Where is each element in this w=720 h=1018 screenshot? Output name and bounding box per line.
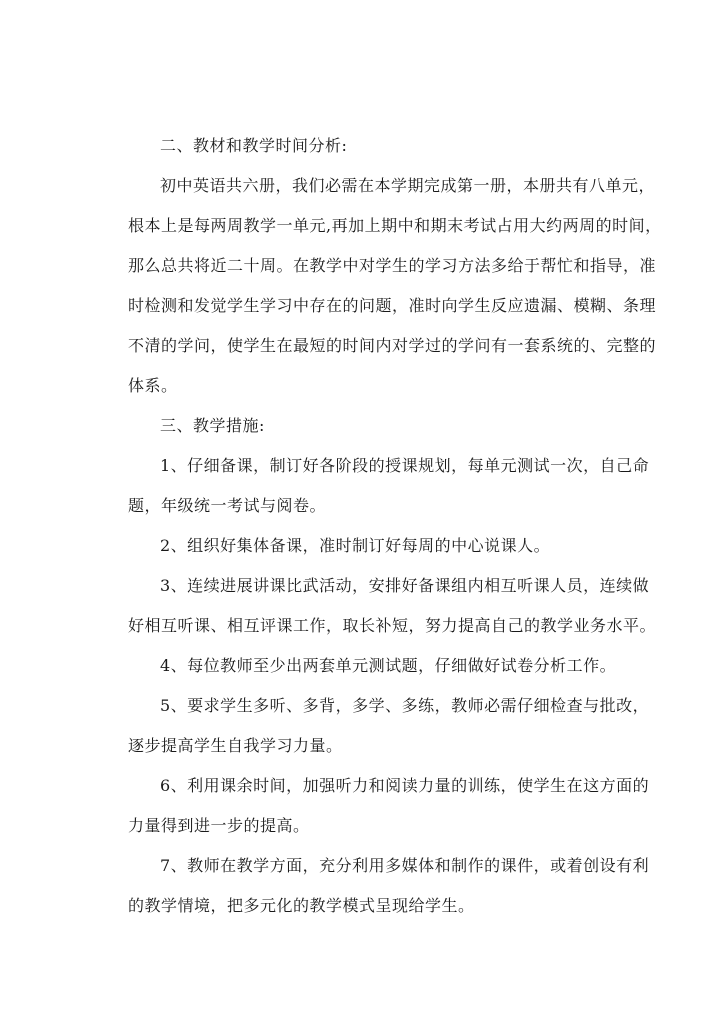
paragraph-line: 那么总共将近二十周。在教学中对学生的学习方法多给于帮忙和指导，准: [128, 256, 657, 275]
list-item: [128, 766, 650, 846]
paragraph-line: 1、仔细备课，制订好各阶段的授课规划，每单元测试一次，自己命: [160, 456, 650, 475]
paragraph-line: 不清的学问，使学生在最短的时间内对学过的学问有一套系统的、完整的: [128, 336, 657, 355]
paragraph-line: 体系。: [128, 376, 178, 395]
section-heading-materials: 二、教材和教学时间分析:: [160, 136, 348, 155]
list-item: [128, 846, 650, 926]
paragraph-materials: [128, 166, 662, 406]
paragraph-line: 题，年级统一考试与阅卷。: [128, 496, 327, 515]
paragraph-line: 好相互听课、相互评课工作，取长补短，努力提高自己的教学业务水平。: [128, 616, 657, 635]
paragraph-line: 初中英语共六册，我们必需在本学期完成第一册，本册共有八单元，: [160, 176, 656, 195]
list-item: [128, 686, 650, 766]
paragraph-line: 的教学情境，把多元化的教学模式呈现给学生。: [128, 896, 475, 915]
list-item: [128, 526, 604, 566]
paragraph-line: 4、每位教师至少出两套单元测试题，仔细做好试卷分析工作。: [160, 656, 617, 675]
section-heading-measures: 三、教学措施:: [160, 416, 265, 435]
paragraph-line: 3、连续进展讲课比武活动，安排好备课组内相互听课人员，连续做: [160, 576, 650, 595]
list-item: [128, 646, 617, 686]
paragraph-line: 7、教师在教学方面，充分利用多媒体和制作的课件，或着创设有利: [160, 856, 650, 875]
list-item: [128, 566, 657, 646]
list-item: [128, 446, 650, 526]
document-body: [128, 126, 662, 926]
paragraph-line: 逐步提高学生自我学习力量。: [128, 736, 343, 755]
paragraph-line: 力量得到进一步的提高。: [128, 816, 310, 835]
paragraph-line: 6、利用课余时间，加强听力和阅读力量的训练，使学生在这方面的: [160, 776, 650, 795]
paragraph-line: 5、要求学生多听、多背，多学、多练，教师必需仔细检查与批改，: [160, 696, 650, 715]
paragraph-line: 2、组织好集体备课，准时制订好每周的中心说课人。: [160, 536, 551, 555]
paragraph-line: 根本上是每两周教学一单元,再加上期中和期末考试占用大约两周的时间，: [128, 216, 662, 235]
paragraph-line: 时检测和发觉学生学习中存在的问题，准时向学生反应遗漏、模糊、条理: [128, 296, 657, 315]
